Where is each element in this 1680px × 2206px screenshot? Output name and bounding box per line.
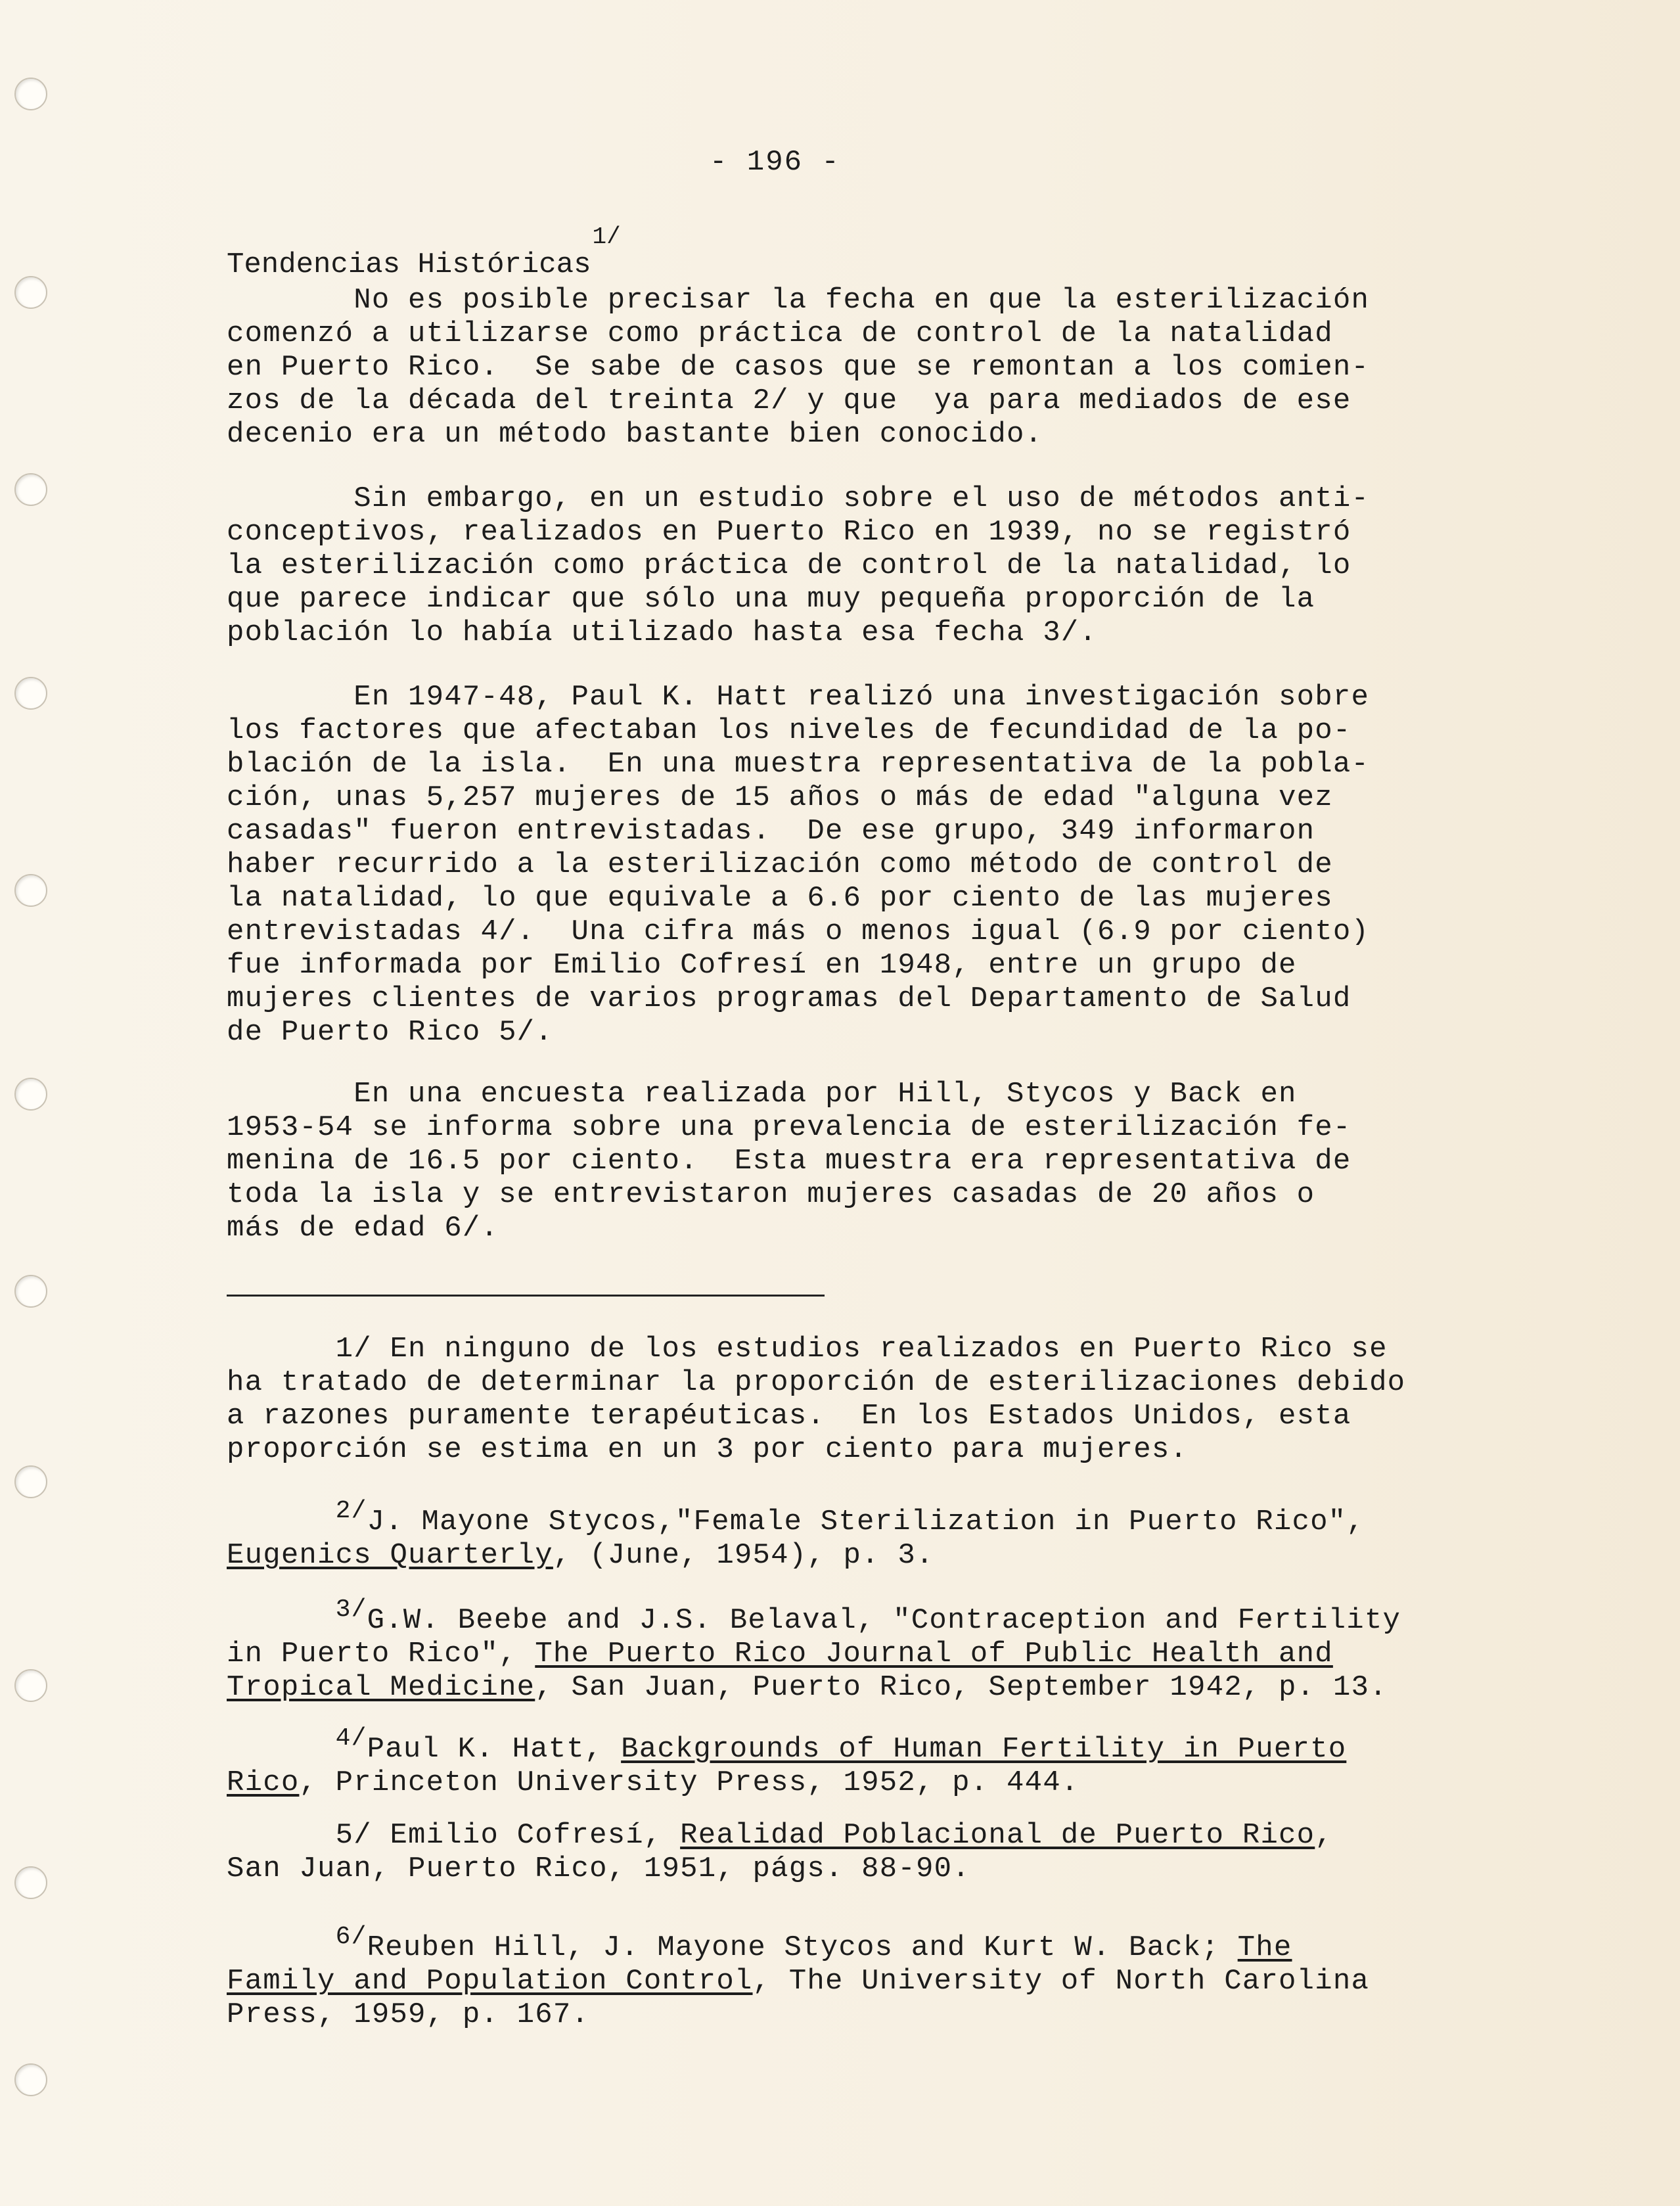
paragraph: En 1947-48, Paul K. Hatt realizó una investigación sobre los factores que afectaban los niveles de fecundidad de la po- blación de la isla. En una muestra representativa de la pobla- ción, unas 5,257 mujeres de 15 años o más de edad "alguna vez casadas" fueron entrevistadas. De ese grupo, 349 informaron haber recurrido a la esterilización como método de control de la natalidad, lo que equivale a 6.6 por ciento de las mujeres entrevistadas 4/. Una cifra más o menos igual (6.9 por ciento) fue informada por Emilio Cofresí en 1948, entre un grupo de mujeres clientes de varios programas del Departamento de Salud de Puerto Rico 5/.	[227, 681, 1370, 1049]
footnote-title: Backgrounds of Human Fertility in Puerto Rico	[227, 1733, 1347, 1799]
paragraph: No es posible precisar la fecha en que la esterilización comenzó a utilizarse como práctica de control de la natalidad en Puerto Rico. Se sabe de casos que se remontan a los comien- zos de la década del treinta 2/ y que ya para mediados de ese decenio era un método bastante bien conocido.	[227, 284, 1370, 451]
footnote-text: , San Juan, Puerto Rico, September 1942, p. 13.	[535, 1671, 1388, 1704]
footnote-5	[227, 1819, 1514, 1886]
footnote-2	[227, 1494, 1514, 1573]
footnote-mark: 2/	[335, 1497, 367, 1525]
footnote-title: The Puerto Rico Journal of Public Health and Tropical Medicine	[227, 1638, 1333, 1704]
binder-hole	[14, 1078, 47, 1111]
binder-hole	[14, 1866, 47, 1899]
paragraph: En una encuesta realizada por Hill, Stycos y Back en 1953-54 se informa sobre una prevalencia de esterilización fe- menina de 16.5 por ciento. Esta muestra era representativa de toda la isla y se entrevistaron mujeres casadas de 20 años o más de edad 6/.	[227, 1078, 1351, 1245]
footnote-title: Realidad Poblacional de Puerto Rico	[680, 1819, 1315, 1852]
footnote-text: Paul K. Hatt,	[367, 1733, 622, 1766]
binder-hole	[14, 276, 47, 309]
paragraph: Sin embargo, en un estudio sobre el uso de métodos anti- conceptivos, realizados en Puerto Rico en 1939, no se registró la esterilización como práctica de control de la natalidad, lo que parece indicar que sólo una muy pequeña proporción de la población lo había utilizado hasta esa fecha 3/.	[227, 482, 1370, 649]
footnote-mark: 6/	[335, 1923, 367, 1951]
binder-hole	[14, 1669, 47, 1702]
binder-hole	[14, 473, 47, 506]
footnote-divider	[227, 1295, 825, 1297]
section-heading	[227, 223, 621, 281]
footnote-4	[227, 1722, 1514, 1800]
footnote-text: , Princeton University Press, 1952, p. 444.	[299, 1766, 1079, 1799]
footnote-text: J. Mayone Stycos,"Female Sterilization in Puerto Rico",	[367, 1505, 1365, 1538]
binder-hole	[14, 1275, 47, 1308]
page-number: - 196 -	[710, 146, 840, 179]
footnote-1: 1/ En ninguno de los estudios realizados en Puerto Rico se ha tratado de determinar la proporción de esterilizaciones debido a razones puramente terapéuticas. En los Estados Unidos, esta proporción se estima en un 3 por ciento para mujeres.	[227, 1333, 1406, 1466]
footnote-title: The Family and Population Control	[227, 1931, 1292, 1998]
footnote-text: Reuben Hill, J. Mayone Stycos and Kurt W. Back;	[367, 1931, 1238, 1964]
binder-hole	[14, 1465, 47, 1498]
binder-hole	[14, 2063, 47, 2096]
footnote-3	[227, 1593, 1514, 1705]
footnote-title: Eugenics Quarterly	[227, 1539, 553, 1572]
footnote-text: G.W. Beebe and J.S. Belaval, "Contraception and Fertility in Puerto Rico",	[227, 1604, 1401, 1670]
section-heading-title: Tendencias Históricas	[227, 248, 591, 281]
binder-hole	[14, 78, 47, 110]
footnote-text: , San Juan, Puerto Rico, 1951, págs. 88-90.	[227, 1819, 1333, 1885]
binder-hole	[14, 874, 47, 907]
footnote-text: , The University of North Carolina Press, 1959, p. 167.	[227, 1965, 1370, 2031]
footnote-mark: 3/	[335, 1596, 367, 1624]
footnote-text: 5/ Emilio Cofresí,	[227, 1819, 681, 1852]
binder-hole	[14, 677, 47, 710]
footnote-mark: 4/	[335, 1724, 367, 1753]
footnote-reference: 1/	[592, 223, 621, 250]
footnote-text: , (June, 1954), p. 3.	[553, 1539, 934, 1572]
footnote-6	[227, 1920, 1514, 2032]
